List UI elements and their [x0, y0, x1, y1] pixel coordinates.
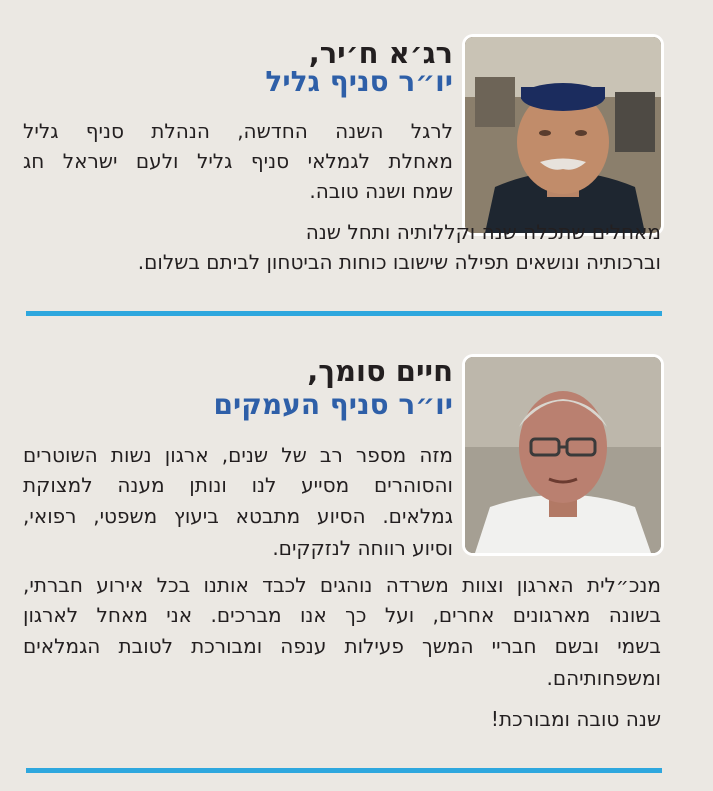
greeting-text-line: גמלאים. הסיוע מתבטא ביעוץ משפטי, רפואי,	[23, 504, 453, 528]
greeting-text-line: והסוהרים מסייע לנו ונותן מענה למצוקת	[23, 473, 453, 497]
greeting-closing: שנה טובה ומבורכת!	[490, 707, 661, 731]
greeting-text-line: מאחלת לגמלאי סניף גליל ולעם ישראל חג	[23, 149, 453, 173]
person-role: יו״ר סניף העמקים	[213, 388, 453, 421]
greeting-text-line: שמח ושנה טובה.	[309, 179, 453, 203]
portrait-photo-haim-somech	[465, 357, 661, 553]
section-divider	[26, 768, 662, 773]
person-name: רג׳א ח׳יר,	[308, 36, 453, 70]
greeting-text-line: מנכ״לית הארגון וצוות משרדה נוהגים לכבד אותנו בכל אירוע חברתי,	[23, 573, 661, 597]
section-divider	[26, 311, 662, 316]
greeting-text-line: לרגל השנה החדשה, הנהלת סניף גליל	[23, 119, 453, 143]
greeting-text-line: בשמי ובשם חבריי המשך פעילות ענפה ומבורכת לטובת הגמלאים	[23, 634, 661, 658]
greeting-text-line: מאחלים שתכלה שנה וקללותיה ותחל שנה	[305, 220, 661, 244]
greeting-text-line: ומשפחותיהם.	[546, 666, 661, 690]
greeting-section-haamakim	[0, 330, 713, 780]
greeting-text-line: וברכותיה ונושאים תפילה שישובו כוחות הביטחון לביתם בשלום.	[137, 250, 661, 274]
portrait-image	[465, 357, 661, 553]
greeting-text-line: בשונה מארגונים אחרים, ועל כך אנו מברכים. אני מאחל לארגון	[23, 603, 661, 627]
person-role: יו״ר סניף גליל	[265, 65, 453, 98]
portrait-image	[465, 37, 661, 233]
greeting-text-line: וסיוע רווחה לנזקקים.	[272, 536, 453, 560]
greeting-text-line: מזה מספר רב של שנים, ארגון נשות השוטרים	[23, 443, 453, 467]
person-name: חיים סומך,	[307, 354, 453, 388]
portrait-photo-raja-khir	[465, 37, 661, 233]
greeting-section-galil	[0, 0, 713, 320]
